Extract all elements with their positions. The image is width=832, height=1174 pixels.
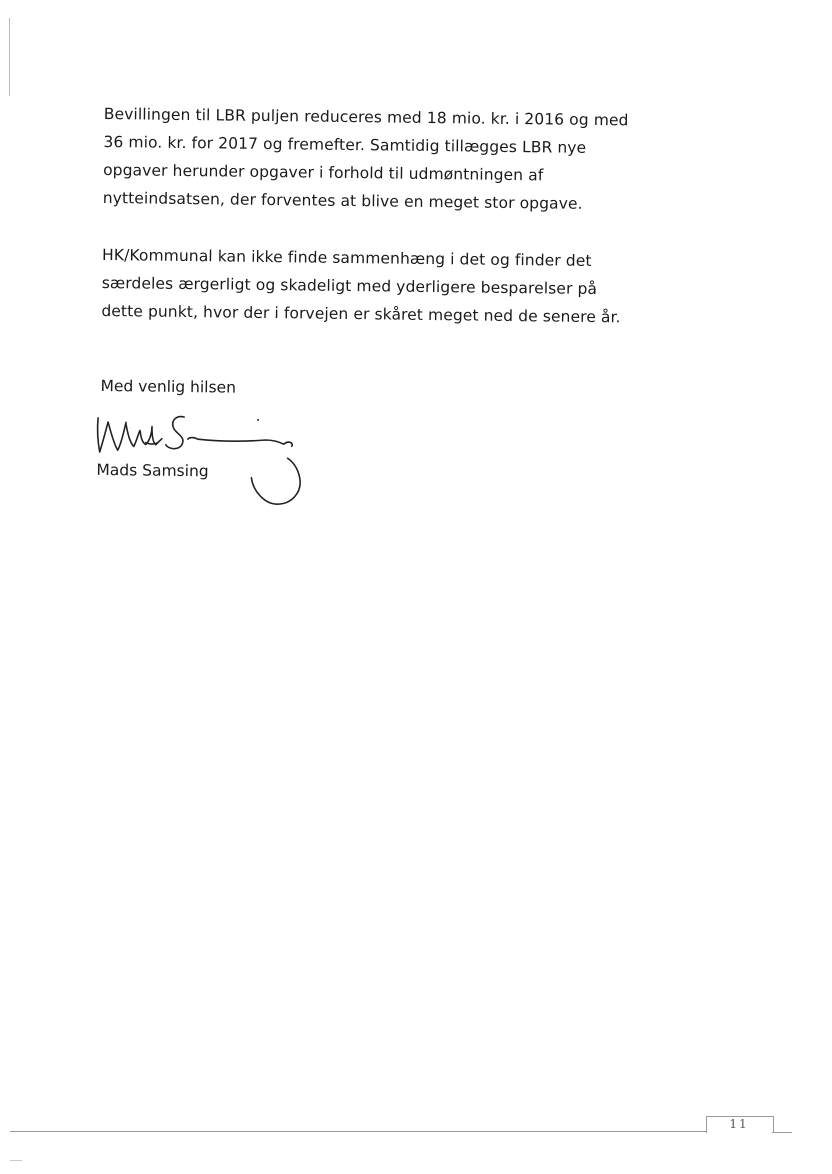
- letter-body: [96, 100, 644, 507]
- scan-edge-line: [9, 18, 10, 96]
- paragraph-hk-kommunal-position: HK/Kommunal kan ikke finde sammenhæng i det og finder det særdeles ærgerligt og skadeligt med yderligere besparelser på dette punkt, hvor der i forvejen er skåret meget ned de senere år.: [101, 245, 621, 327]
- footer-rule-tail: [772, 1132, 792, 1133]
- footer-rule: [10, 1131, 707, 1132]
- paragraph-funding-reduction: Bevillingen til LBR puljen reduceres med 18 mio. kr. i 2016 og med 36 mio. kr. for 2017 og fremefter. Samtidig tillægges LBR nye opgaver herunder opgaver i forhold til udmøntningen af nytteindsatsen, der forventes at blive en meget stor opgave.: [102, 104, 629, 213]
- page-number: 11: [729, 1117, 749, 1131]
- closing-greeting: Med venlig hilsen: [100, 376, 237, 397]
- signature-block: [96, 400, 640, 507]
- signatory-name: Mads Samsing: [96, 460, 209, 481]
- scan-corner-mark: [10, 1160, 22, 1161]
